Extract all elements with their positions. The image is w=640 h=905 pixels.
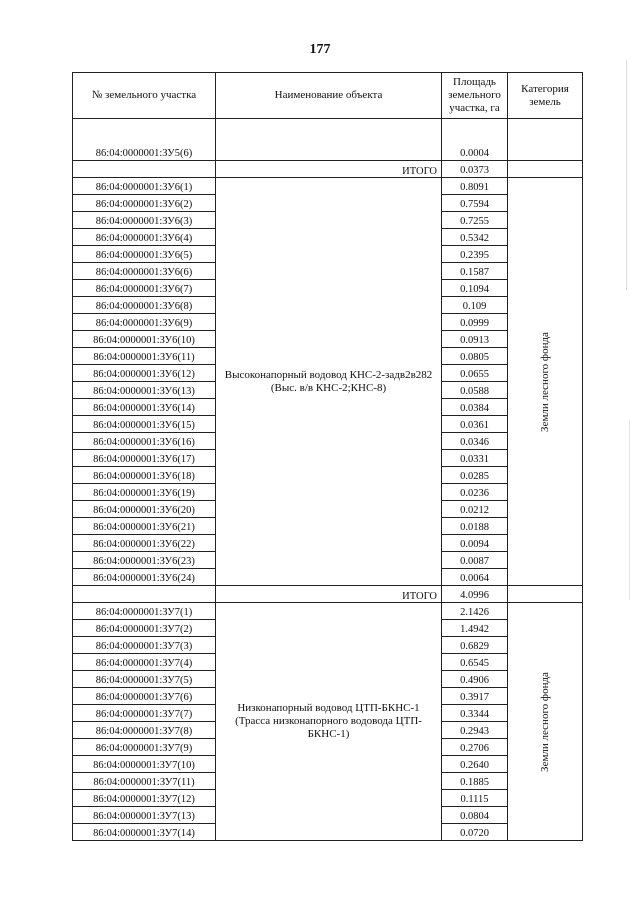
plot-number-cell: 86:04:0000001:ЗУ7(10): [73, 756, 216, 773]
total-spacer-cell: [73, 586, 216, 603]
area-cell: 0.7594: [442, 195, 508, 212]
total-row: [73, 586, 583, 603]
plot-number-cell: 86:04:0000001:ЗУ6(8): [73, 297, 216, 314]
total-row: [73, 161, 583, 178]
plot-number-cell: 86:04:0000001:ЗУ7(11): [73, 773, 216, 790]
area-cell: 0.6829: [442, 637, 508, 654]
total-label: ИТОГО: [216, 586, 442, 603]
area-cell: 0.3344: [442, 705, 508, 722]
area-cell: 0.0999: [442, 314, 508, 331]
plot-number-cell: 86:04:0000001:ЗУ7(7): [73, 705, 216, 722]
plot-number-cell: 86:04:0000001:ЗУ7(5): [73, 671, 216, 688]
plot-number-cell: 86:04:0000001:ЗУ7(6): [73, 688, 216, 705]
header-category: Категория земель: [508, 73, 583, 119]
area-cell: 0.5342: [442, 229, 508, 246]
category-label: Земли лесного фонда: [539, 331, 551, 432]
plot-number-cell: 86:04:0000001:ЗУ6(14): [73, 399, 216, 416]
land-plots-table: [72, 72, 583, 841]
plot-number-cell: 86:04:0000001:ЗУ6(22): [73, 535, 216, 552]
plot-number-cell: 86:04:0000001:ЗУ6(13): [73, 382, 216, 399]
total-value: 0.0373: [442, 161, 508, 178]
area-cell: 0.4906: [442, 671, 508, 688]
area-cell: 0.0346: [442, 433, 508, 450]
plot-number-cell: 86:04:0000001:ЗУ7(14): [73, 824, 216, 841]
area-cell: 0.0804: [442, 807, 508, 824]
category-cell: [508, 178, 583, 586]
area-cell: 0.109: [442, 297, 508, 314]
area-cell: 0.0188: [442, 518, 508, 535]
area-cell: 0.0720: [442, 824, 508, 841]
plot-number-cell: 86:04:0000001:ЗУ6(5): [73, 246, 216, 263]
object-name-cell: Высоконапорный водовод КНС-2-задв2в282 (Выс. в/в КНС-2;КНС-8): [216, 178, 442, 586]
page-number: 177: [309, 42, 331, 57]
area-cell: 0.7255: [442, 212, 508, 229]
area-cell: 0.1094: [442, 280, 508, 297]
plot-number-cell: 86:04:0000001:ЗУ6(18): [73, 467, 216, 484]
area-cell: 0.0331: [442, 450, 508, 467]
total-category-cell: [508, 586, 583, 603]
area-cell: 0.2706: [442, 739, 508, 756]
area-cell: 0.3917: [442, 688, 508, 705]
area-cell: 0.0094: [442, 535, 508, 552]
table-row: [73, 603, 583, 620]
plot-number-cell: 86:04:0000001:ЗУ6(3): [73, 212, 216, 229]
plot-number-cell: 86:04:0000001:ЗУ6(17): [73, 450, 216, 467]
header-row: [73, 73, 583, 119]
plot-number-cell: 86:04:0000001:ЗУ7(8): [73, 722, 216, 739]
header-area: Площадь земельного участка, га: [442, 73, 508, 119]
area-cell: 0.0361: [442, 416, 508, 433]
plot-number-cell: 86:04:0000001:ЗУ6(4): [73, 229, 216, 246]
object-name-cell: Низконапорный водовод ЦТП-БКНС-1 (Трасса низконапорного водовода ЦТП-БКНС-1): [216, 603, 442, 841]
area-cell: 0.0805: [442, 348, 508, 365]
plot-number-cell: 86:04:0000001:ЗУ6(23): [73, 552, 216, 569]
plot-number-cell: 86:04:0000001:ЗУ6(7): [73, 280, 216, 297]
total-spacer-cell: [73, 161, 216, 178]
area-cell: 0.8091: [442, 178, 508, 195]
plot-number-cell: 86:04:0000001:ЗУ6(20): [73, 501, 216, 518]
area-cell: 0.0285: [442, 467, 508, 484]
total-category-cell: [508, 161, 583, 178]
table-body: [73, 119, 583, 841]
table-row: [73, 178, 583, 195]
plot-number-cell: 86:04:0000001:ЗУ7(1): [73, 603, 216, 620]
plot-number-cell: 86:04:0000001:ЗУ6(6): [73, 263, 216, 280]
area-cell: 0.1885: [442, 773, 508, 790]
scan-edge-mark: [626, 60, 627, 290]
plot-number-cell: 86:04:0000001:ЗУ6(12): [73, 365, 216, 382]
area-cell: 1.4942: [442, 620, 508, 637]
plot-number-cell: 86:04:0000001:ЗУ6(16): [73, 433, 216, 450]
area-cell: 0.0212: [442, 501, 508, 518]
header-plot-number: № земельного участка: [73, 73, 216, 119]
area-cell: 0.0655: [442, 365, 508, 382]
plot-number-cell: 86:04:0000001:ЗУ6(15): [73, 416, 216, 433]
scan-edge-mark: [629, 420, 630, 600]
plot-number-cell: 86:04:0000001:ЗУ6(11): [73, 348, 216, 365]
category-cell: [508, 119, 583, 161]
area-cell: 0.6545: [442, 654, 508, 671]
plot-number-cell: 86:04:0000001:ЗУ6(21): [73, 518, 216, 535]
area-cell: 0.0004: [442, 119, 508, 161]
plot-number-cell: 86:04:0000001:ЗУ7(9): [73, 739, 216, 756]
area-cell: 0.2943: [442, 722, 508, 739]
plot-number-cell: 86:04:0000001:ЗУ6(2): [73, 195, 216, 212]
plot-number-cell: 86:04:0000001:ЗУ6(19): [73, 484, 216, 501]
plot-number-cell: 86:04:0000001:ЗУ7(13): [73, 807, 216, 824]
total-label: ИТОГО: [216, 161, 442, 178]
plot-number-cell: 86:04:0000001:ЗУ6(10): [73, 331, 216, 348]
area-cell: 0.1115: [442, 790, 508, 807]
area-cell: 2.1426: [442, 603, 508, 620]
table-row: [73, 119, 583, 161]
plot-number-cell: 86:04:0000001:ЗУ6(9): [73, 314, 216, 331]
plot-number-cell: 86:04:0000001:ЗУ5(6): [73, 119, 216, 161]
plot-number-cell: 86:04:0000001:ЗУ6(24): [73, 569, 216, 586]
plot-number-cell: 86:04:0000001:ЗУ6(1): [73, 178, 216, 195]
area-cell: 0.1587: [442, 263, 508, 280]
header-object-name: Наименование объекта: [216, 73, 442, 119]
total-value: 4.0996: [442, 586, 508, 603]
plot-number-cell: 86:04:0000001:ЗУ7(12): [73, 790, 216, 807]
area-cell: 0.0588: [442, 382, 508, 399]
area-cell: 0.0384: [442, 399, 508, 416]
area-cell: 0.0236: [442, 484, 508, 501]
area-cell: 0.2640: [442, 756, 508, 773]
area-cell: 0.0913: [442, 331, 508, 348]
area-cell: 0.0064: [442, 569, 508, 586]
plot-number-cell: 86:04:0000001:ЗУ7(3): [73, 637, 216, 654]
category-cell: [508, 603, 583, 841]
object-name-cell: [216, 119, 442, 161]
category-label: Земли лесного фонда: [539, 671, 551, 772]
plot-number-cell: 86:04:0000001:ЗУ7(4): [73, 654, 216, 671]
plot-number-cell: 86:04:0000001:ЗУ7(2): [73, 620, 216, 637]
area-cell: 0.0087: [442, 552, 508, 569]
area-cell: 0.2395: [442, 246, 508, 263]
